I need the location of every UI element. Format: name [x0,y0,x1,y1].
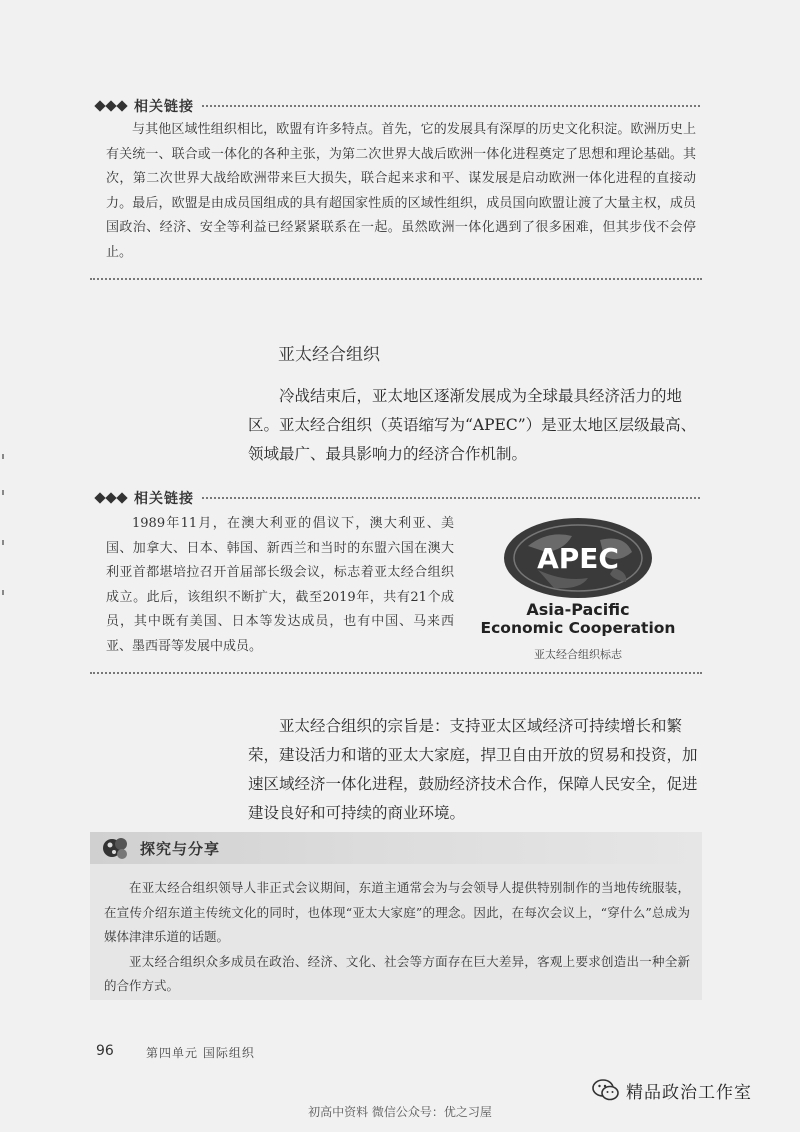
margin-mark [2,590,4,595]
explore-header [90,832,702,864]
margin-mark [2,540,4,545]
wechat-icon [592,1078,620,1102]
watermark-text: 精品政治工作室 [626,1082,752,1103]
apec-logo [468,516,688,666]
paragraph: 在亚太经合组织领导人非正式会议期间，东道主通常会为与会领导人提供特别制作的当地传统服装，在宣传介绍东道主传统文化的同时，也体现“亚太大家庭”的理念。因此，在每次会议上，“穿什么”总成为媒体津津乐道的话题。 [104,880,690,944]
section-body-1 [248,382,710,469]
apec-badge-text: APEC [537,542,619,575]
margin-mark [2,490,4,495]
related-link-header-1 [96,96,700,116]
dotted-divider [90,278,702,280]
dotted-divider [202,497,700,499]
paragraph: 亚太经合组织众多成员在政治、经济、文化、社会等方面存在巨大差异，客观上要求创造出一种全新的合作方式。 [104,953,690,993]
bottom-credit: 初高中资料 微信公众号：优之习屋 [308,1105,492,1119]
diamond-bullets-icon [96,102,126,110]
related-link-text-1 [106,118,696,265]
section-body-2 [248,712,710,828]
paragraph: 1989年11月，在澳大利亚的倡议下，澳大利亚、美国、加拿大、日本、韩国、新西兰和当时的东盟六国在澳大利亚首都堪培拉召开首届部长级会议，标志着亚太经合组织成立。此后，该组织不断扩大，截至2019年，共有21个成员，其中既有美国、日本等发达成员，也有中国、马来西亚、墨西哥等发展中成员。 [106,516,454,654]
apec-logo-line-1: Asia-Pacific [526,600,630,619]
explore-box [90,832,702,1000]
unit-label: 第四单元 国际组织 [146,1046,255,1060]
related-link-header-2 [96,488,700,508]
paragraph: 冷战结束后，亚太地区逐渐发展成为全球最具经济活力的地区。亚太经合组织（英语缩写为“APEC”）是亚太地区层级最高、领域最广、最具影响力的经济合作机制。 [248,387,697,463]
logo-caption: 亚太经合组织标志 [534,648,622,661]
diamond-bullets-icon [96,494,126,502]
dotted-divider [202,105,700,107]
explore-title: 探究与分享 [140,840,221,858]
watermark [592,1076,752,1104]
related-link-title: 相关链接 [134,99,194,115]
section-title: 亚太经合组织 [278,345,380,365]
paragraph: 亚太经合组织的宗旨是：支持亚太区域经济可持续增长和繁荣，建设活力和谐的亚太大家庭，捍卫自由开放的贸易和投资，加速区域经济一体化进程，鼓励经济技术合作，保障人民安全，促进建设良好和可持续的商业环境。 [248,717,698,822]
dotted-divider [90,672,702,674]
page-number: 96 [96,1043,114,1059]
paragraph: 与其他区域性组织相比，欧盟有许多特点。首先，它的发展具有深厚的历史文化积淀。欧洲历史上有关统一、联合或一体化的各种主张，为第二次世界大战后欧洲一体化进程奠定了思想和理论基础。其次，第二次世界大战给欧洲带来巨大损失，联合起来求和平、谋发展是启动欧洲一体化进程的直接动力。最后，欧盟是由成员国组成的具有超国家性质的区域性组织，成员国向欧盟让渡了大量主权，成员国政治、经济、安全等利益已经紧紧联系在一起。虽然欧洲一体化遇到了很多困难，但其步伐不会停止。 [106,122,696,260]
explore-text [104,876,690,999]
margin-mark [2,454,4,459]
apec-logo-line-2: Economic Cooperation [480,619,676,637]
related-link-text-2 [106,512,454,659]
explore-puzzle-icon [102,835,130,861]
apec-globe-icon [468,516,688,606]
related-link-title: 相关链接 [134,491,194,507]
